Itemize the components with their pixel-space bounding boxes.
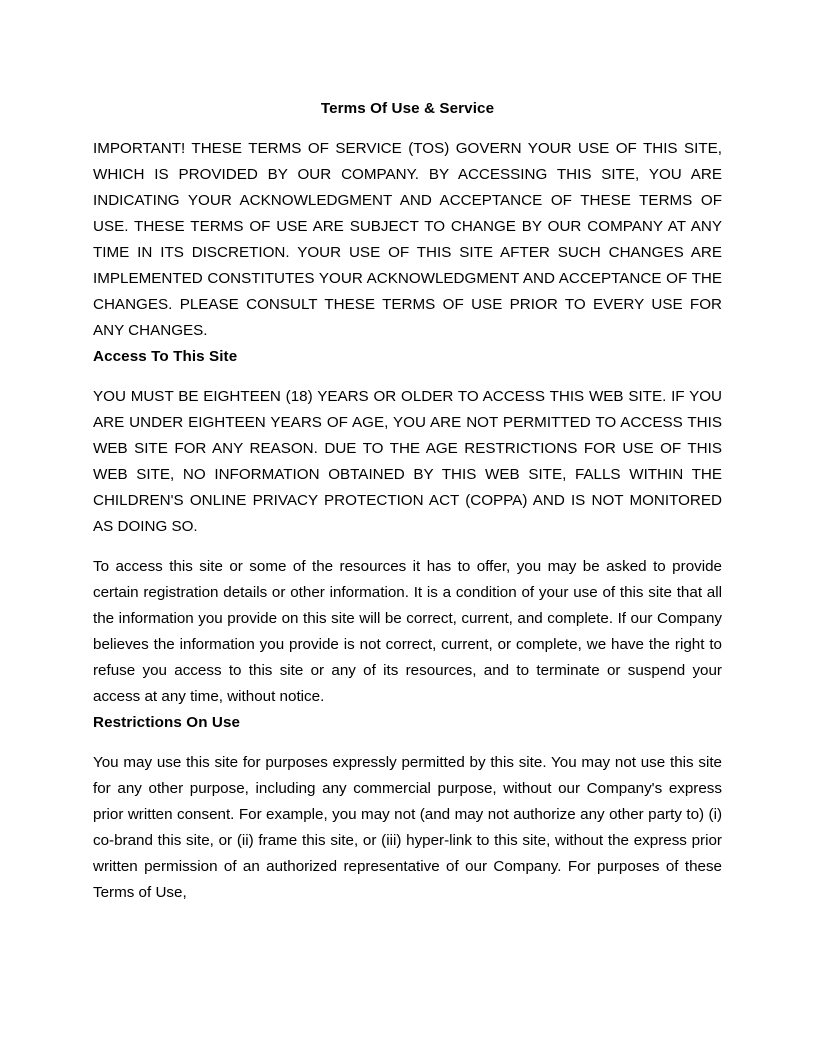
section-heading-restrictions-on-use: Restrictions On Use bbox=[93, 714, 241, 731]
section-heading-access-to-this-site: Access To This Site bbox=[93, 348, 238, 365]
document-content bbox=[93, 96, 722, 906]
restrictions-paragraph-1: You may use this site for purposes expressly permitted by this site. You may not use this site for any other purpose, including any commercial purpose, without our Company's express prior written consent. For example, you may not (and may not authorize any other party to) (i) co-brand this site, or (ii) frame this site, or (iii) hyper-link to this site, without the express prior written permission of an authorized representative of our Company. For purposes of these Terms of Use, bbox=[93, 754, 722, 901]
intro-paragraph: IMPORTANT! THESE TERMS OF SERVICE (TOS) GOVERN YOUR USE OF THIS SITE, WHICH IS PROVIDED BY OUR COMPANY. BY ACCESSING THIS SITE, YOU ARE INDICATING YOUR ACKNOWLEDGMENT AND ACCEPTANCE OF THESE TERMS OF USE. THESE TERMS OF USE ARE SUBJECT TO CHANGE BY OUR COMPANY AT ANY TIME IN ITS DISCRETION. YOUR USE OF THIS SITE AFTER SUCH CHANGES ARE IMPLEMENTED CONSTITUTES YOUR ACKNOWLEDGMENT AND ACCEPTANCE OF THE CHANGES. PLEASE CONSULT THESE TERMS OF USE PRIOR TO EVERY USE FOR ANY CHANGES. bbox=[93, 140, 722, 339]
access-paragraph-2: To access this site or some of the resources it has to offer, you may be asked to provide certain registration details or other information. It is a condition of your use of this site that all the information you provide on this site will be correct, current, and complete. If our Company believes the information you provide is not correct, current, or complete, we have the right to refuse you access to this site or any of its resources, and to terminate or suspend your access at any time, without notice. bbox=[93, 558, 722, 705]
page-title: Terms Of Use & Service bbox=[320, 100, 495, 117]
access-paragraph-1: YOU MUST BE EIGHTEEN (18) YEARS OR OLDER TO ACCESS THIS WEB SITE. IF YOU ARE UNDER EIGHTEEN YEARS OF AGE, YOU ARE NOT PERMITTED TO ACCESS THIS WEB SITE FOR ANY REASON. DUE TO THE AGE RESTRICTIONS FOR USE OF THIS WEB SITE, NO INFORMATION OBTAINED BY THIS WEB SITE, FALLS WITHIN THE CHILDREN'S ONLINE PRIVACY PROTECTION ACT (COPPA) AND IS NOT MONITORED AS DOING SO. bbox=[93, 388, 722, 535]
